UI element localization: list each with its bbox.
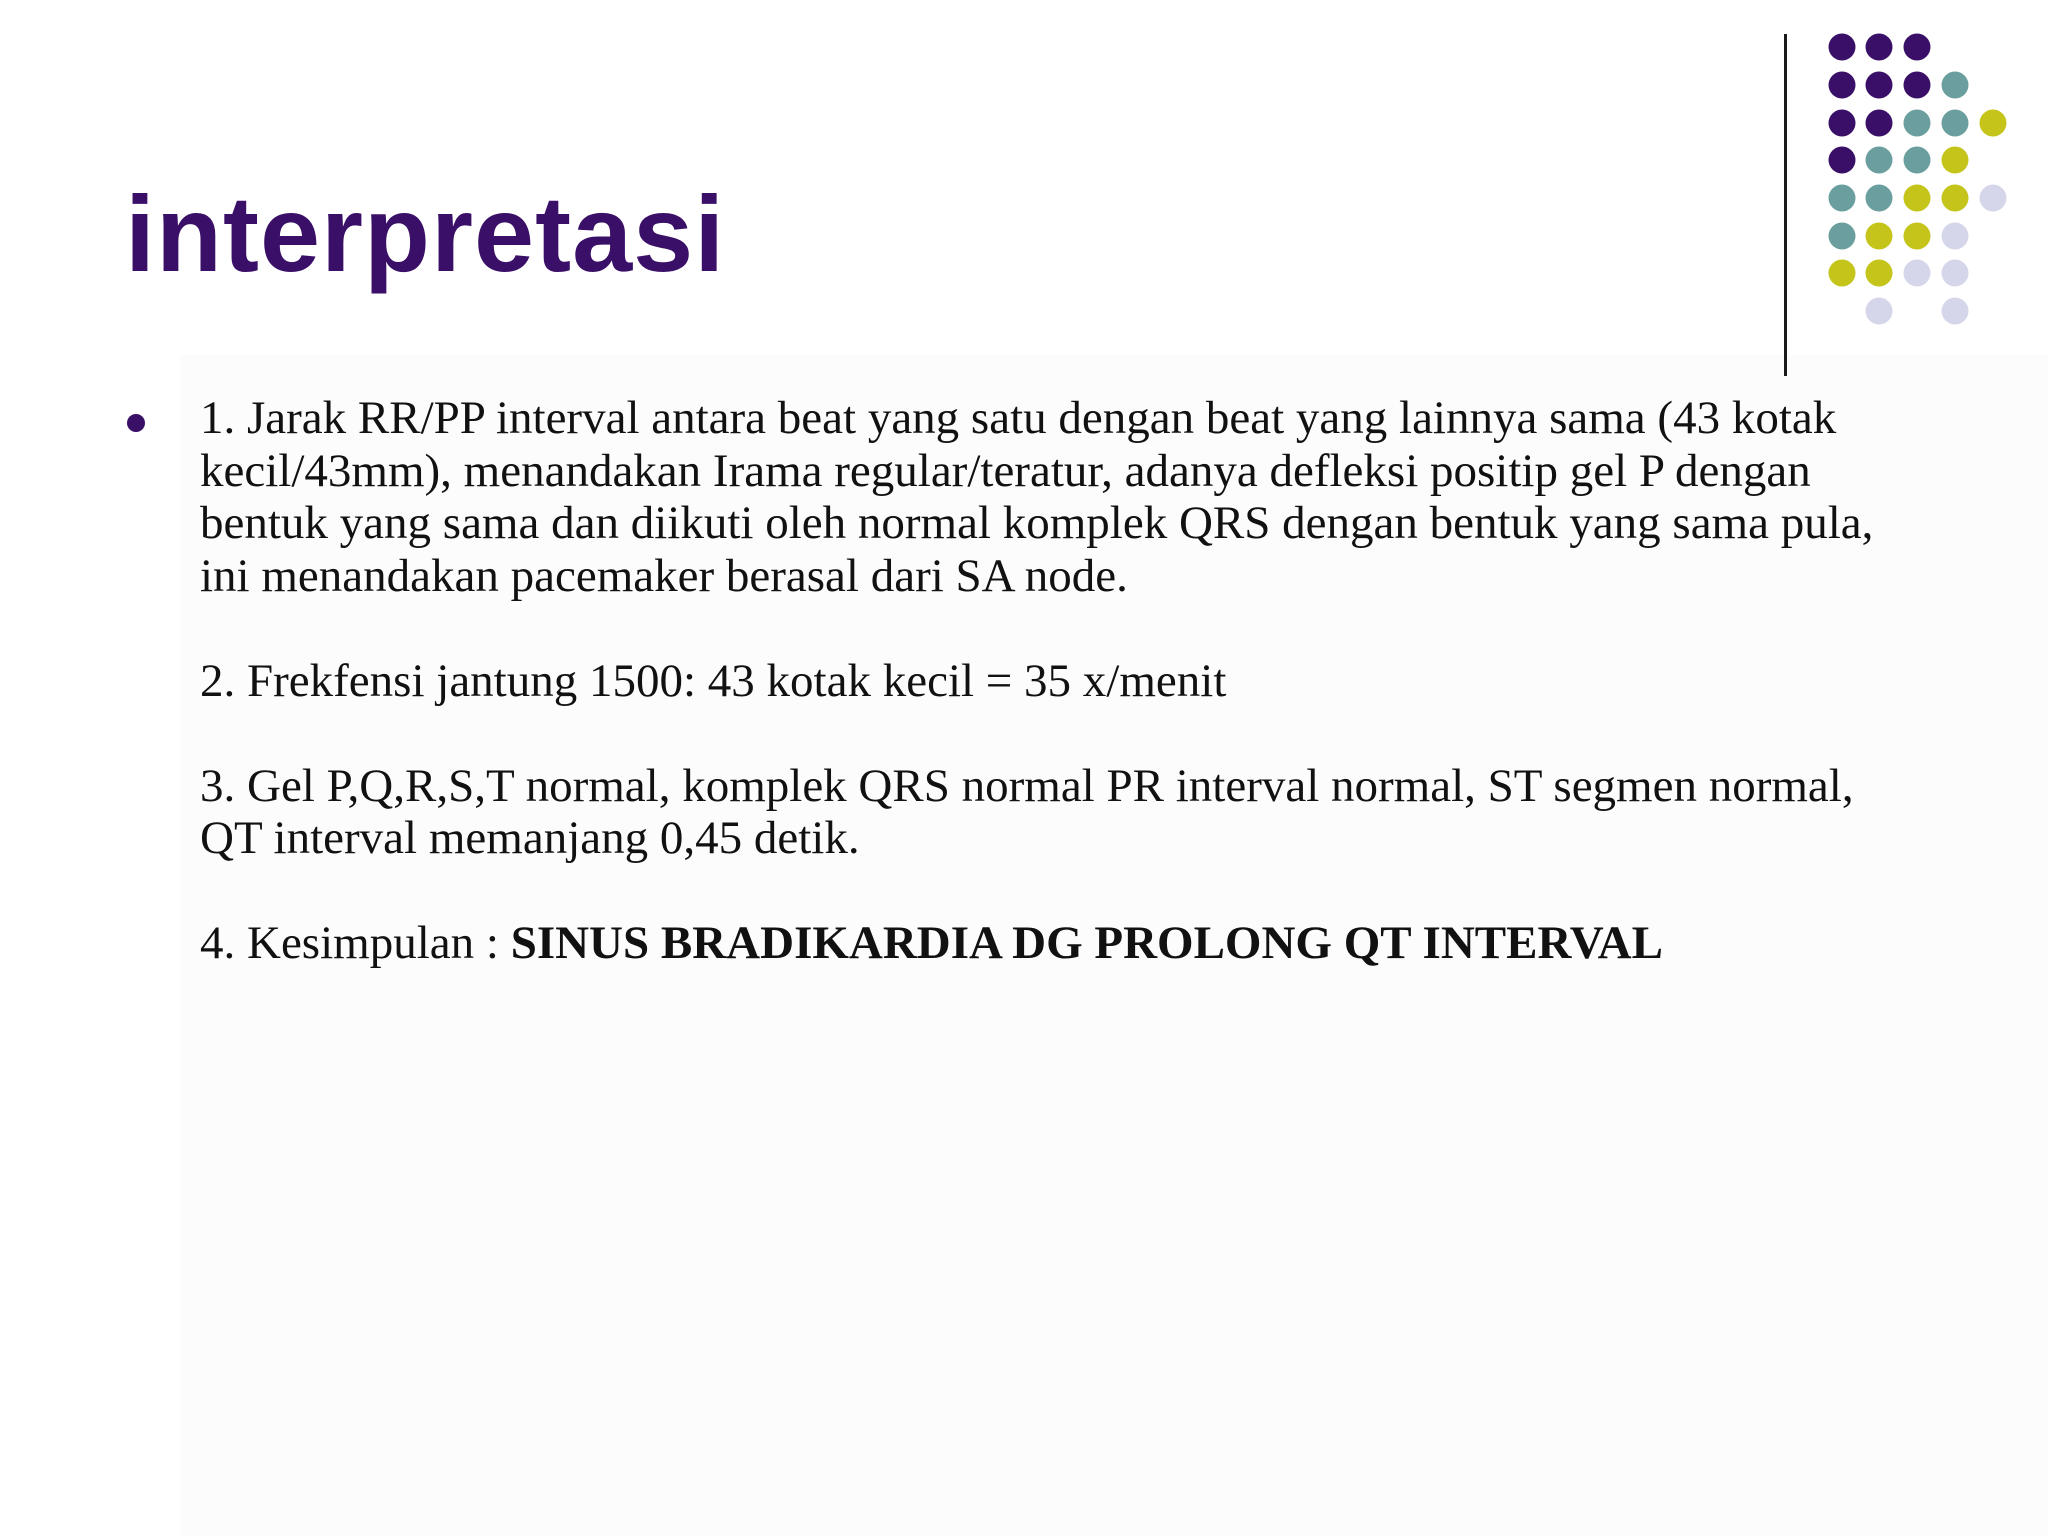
decorative-dot <box>1829 147 1856 174</box>
decorative-dot <box>1942 110 1969 137</box>
decorative-dot <box>1942 260 1969 287</box>
bullet-icon <box>127 414 145 432</box>
decorative-dot <box>1829 223 1856 250</box>
decorative-dot <box>1866 110 1893 137</box>
decorative-dot <box>1866 298 1893 325</box>
decorative-dot <box>1904 147 1931 174</box>
decorative-dot <box>1942 223 1969 250</box>
decorative-dot <box>1942 185 1969 212</box>
spacer <box>200 602 1920 655</box>
decorative-dot <box>1904 185 1931 212</box>
decorative-dot <box>1829 110 1856 137</box>
spacer <box>200 865 1920 918</box>
decorative-dot <box>1980 185 2007 212</box>
decorative-dot <box>1866 147 1893 174</box>
decorative-dot <box>1829 34 1856 61</box>
decorative-dot <box>1866 260 1893 287</box>
decorative-dot <box>1904 223 1931 250</box>
item-3-text: 3. Gel P,Q,R,S,T normal, komplek QRS normal PR interval normal, ST segmen normal, QT interval memanjang 0,45 detik. <box>200 759 1854 864</box>
decorative-dot <box>1942 147 1969 174</box>
decorative-dot <box>1829 260 1856 287</box>
decorative-dot <box>1866 185 1893 212</box>
decorative-dot <box>1829 185 1856 212</box>
decorative-dot <box>1904 72 1931 99</box>
decorative-dot <box>1904 260 1931 287</box>
decorative-dot <box>1904 110 1931 137</box>
conclusion-diagnosis: SINUS BRADIKARDIA DG PROLONG QT INTERVAL <box>510 917 1663 969</box>
decorative-divider-line <box>1784 34 1787 376</box>
decorative-dot <box>1942 72 1969 99</box>
decorative-dot <box>1904 34 1931 61</box>
decorative-dot <box>1866 223 1893 250</box>
item-1-text: 1. Jarak RR/PP interval antara beat yang satu dengan beat yang lainnya sama (43 kotak kecil/43mm), menandakan Irama regular/teratur, adanya defleksi positip gel P dengan bentuk yang sama dan diikuti oleh normal komplek QRS dengan bentuk yang sama pula, ini menandakan pacemaker berasal dari SA node. <box>200 392 1874 602</box>
decorative-dot <box>1866 34 1893 61</box>
spacer <box>200 707 1920 760</box>
bullet-content <box>200 392 1920 970</box>
decorative-dot <box>1942 298 1969 325</box>
slide-title: interpretasi <box>125 173 726 294</box>
decorative-dot <box>1980 110 2007 137</box>
item-2-text: 2. Frekfensi jantung 1500: 43 kotak kecil = 35 x/menit <box>200 654 1227 707</box>
decorative-dot <box>1866 72 1893 99</box>
decorative-dot <box>1829 72 1856 99</box>
conclusion-label: 4. Kesimpulan : <box>200 917 511 969</box>
item-4-conclusion <box>200 917 1920 970</box>
